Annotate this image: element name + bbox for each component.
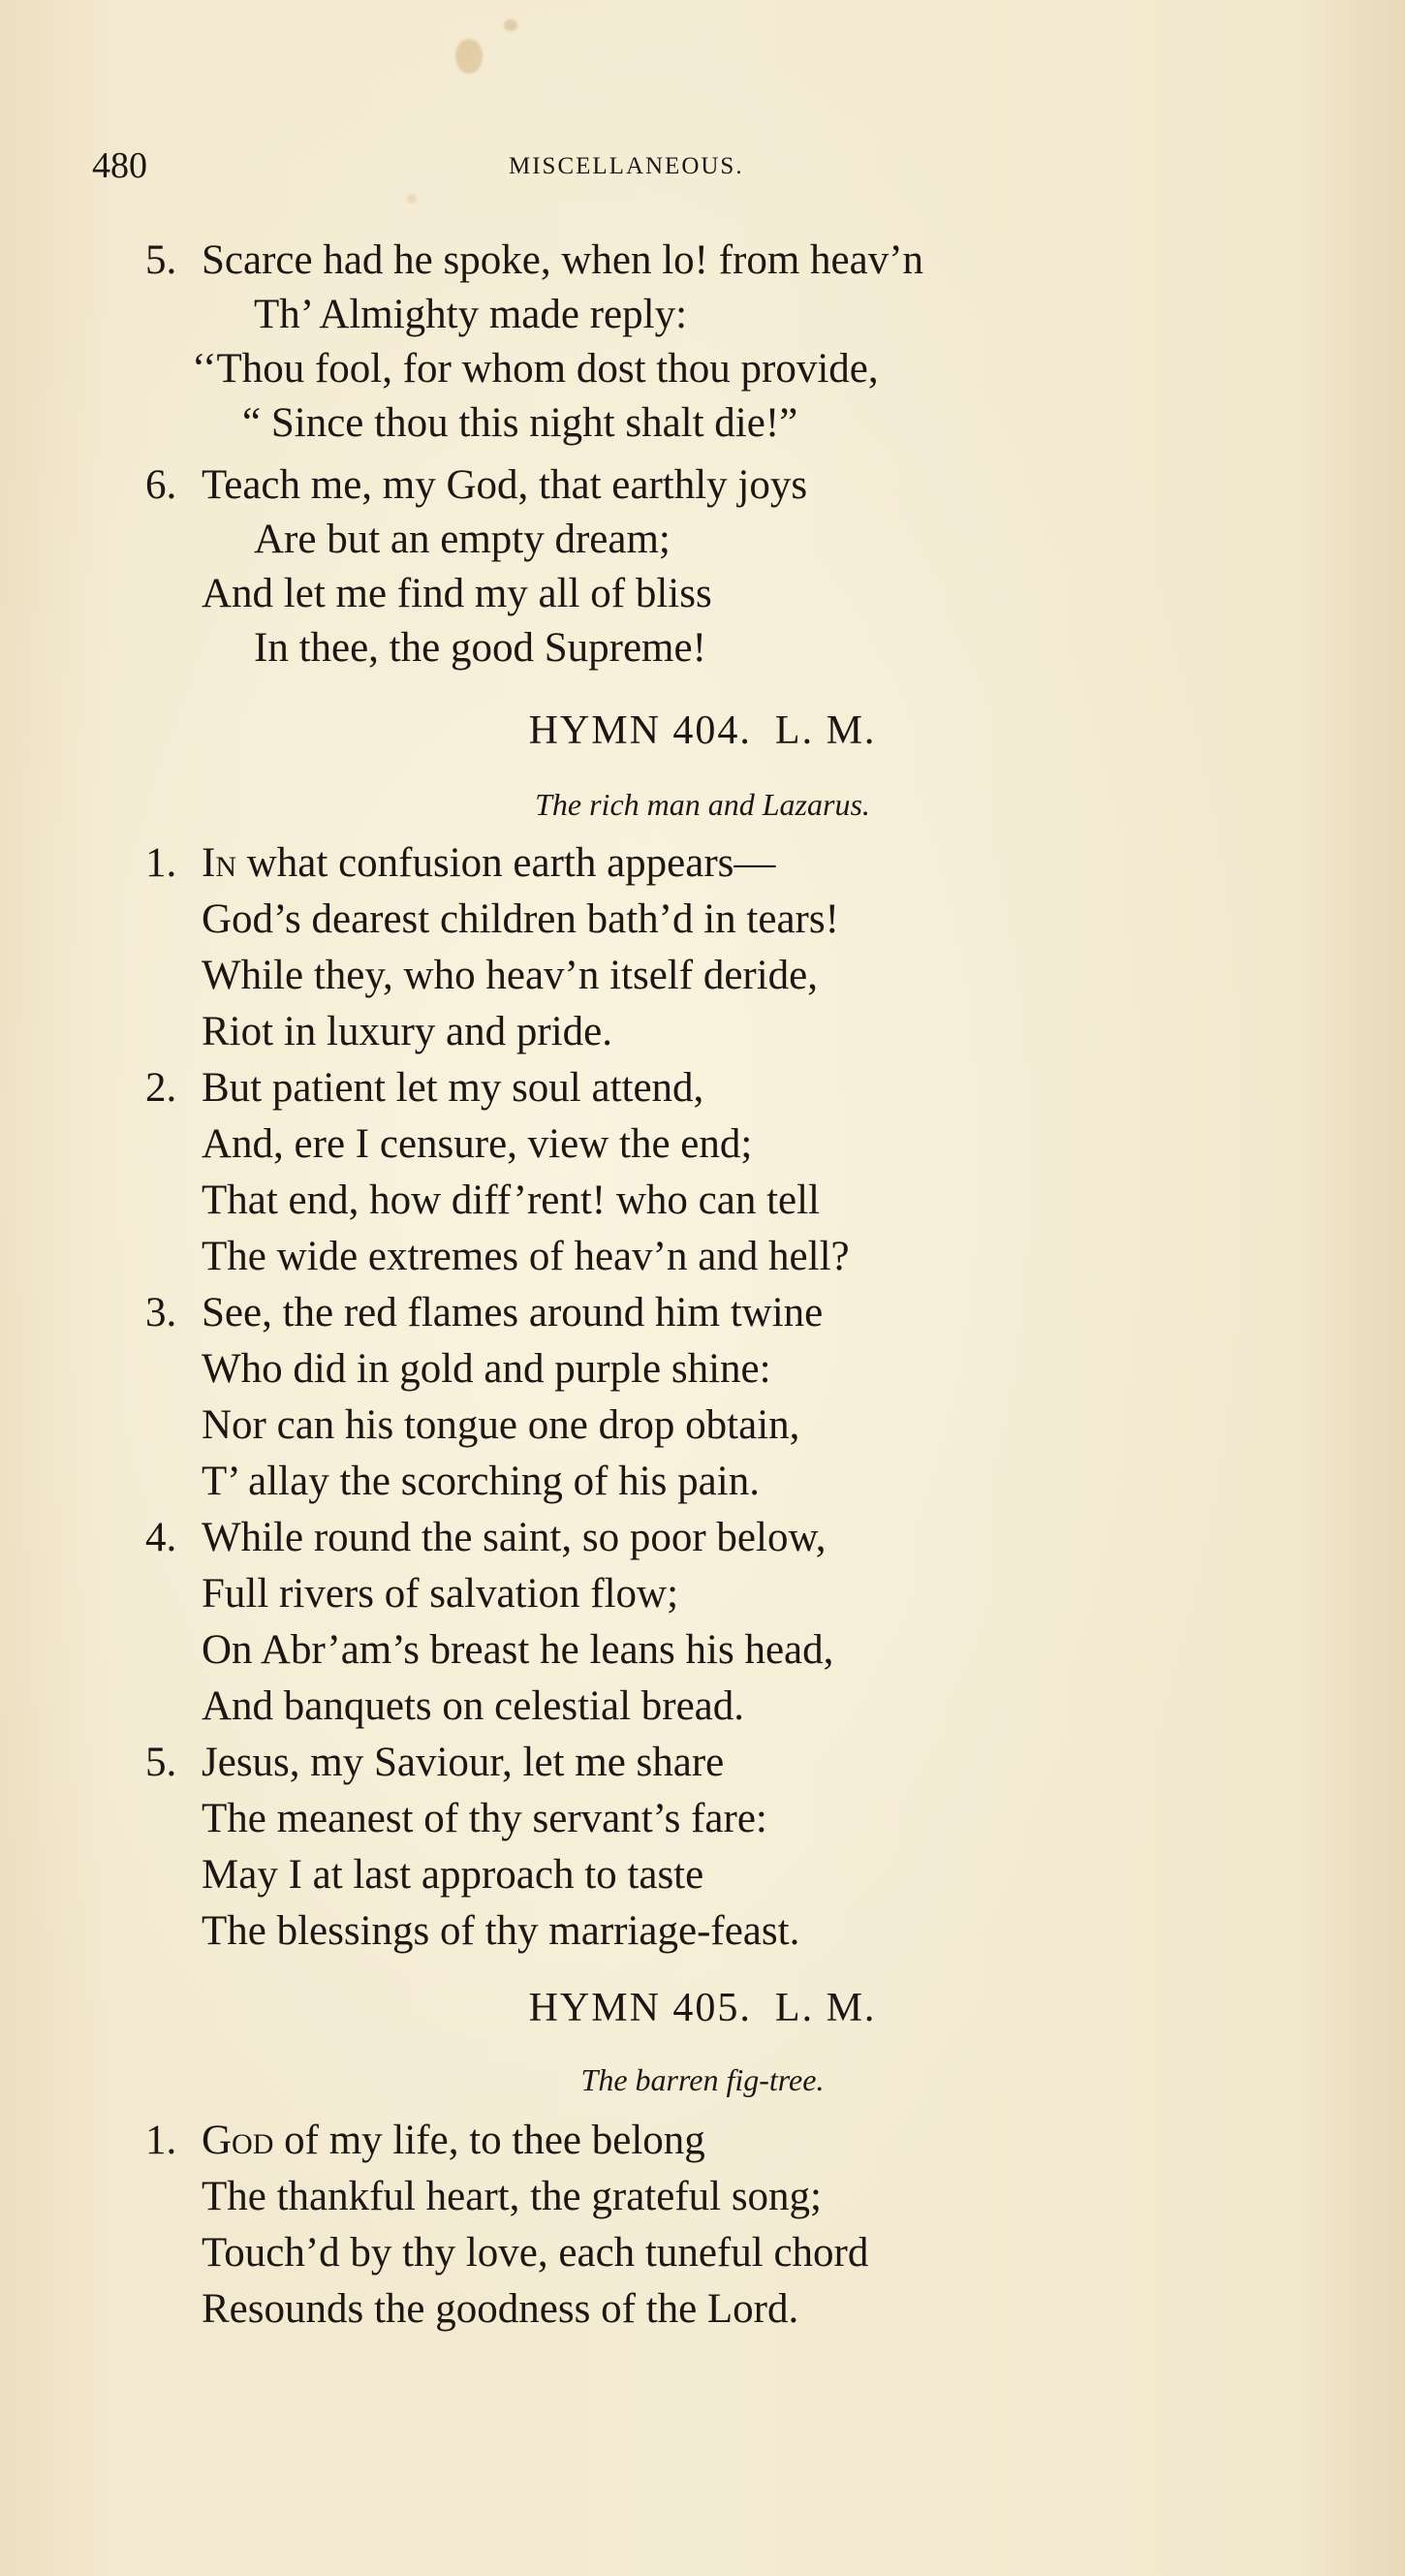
verse-line: See, the red flames around him twine <box>202 1290 824 1335</box>
verse-line: Scarce had he spoke, when lo! from heav’n <box>202 237 924 283</box>
verse-line: The wide extremes of heav’n and hell? <box>202 1234 850 1279</box>
hymn-meter: L. M. <box>774 708 877 753</box>
verse-line: On Abr’am’s breast he leans his head, <box>202 1627 834 1673</box>
stanza-number: 1. <box>145 2118 177 2163</box>
verse-line: In thee, the good Supreme! <box>254 625 706 671</box>
verse-line: Who did in gold and purple shine: <box>202 1346 771 1392</box>
verse-line: Riot in luxury and pride. <box>202 1009 612 1054</box>
verse-line: Touch’d by thy love, each tuneful chord <box>202 2230 869 2276</box>
verse-line: Resounds the goodness of the Lord. <box>202 2286 799 2332</box>
verse-line: That end, how diff’rent! who can tell <box>202 1178 821 1223</box>
foxing-stain <box>504 19 517 31</box>
verse-text: what confusion earth appears— <box>235 840 776 886</box>
first-word: God <box>202 2118 274 2163</box>
foxing-stain <box>455 39 483 74</box>
verse-line: Th’ Almighty made reply: <box>254 292 688 337</box>
stanza-number: 4. <box>145 1515 177 1560</box>
verse-line: Jesus, my Saviour, let me share <box>202 1740 725 1785</box>
verse-line: The meanest of thy servant’s fare: <box>202 1796 767 1841</box>
verse-line <box>202 835 775 892</box>
verse-line: While they, who heav’n itself deride, <box>202 953 819 998</box>
verse-line: ‘‘Thou fool, for whom dost thou provide, <box>192 346 879 392</box>
verse-line: Are but an empty dream; <box>254 517 671 562</box>
hymn-number: HYMN 405. <box>528 1986 752 2030</box>
running-head <box>92 141 1206 190</box>
foxing-stain <box>407 194 417 204</box>
verse-line: And, ere I censure, view the end; <box>202 1121 753 1167</box>
hymn-number: HYMN 404. <box>528 708 752 753</box>
hymn-404-subtitle: The rich man and Lazarus. <box>535 787 870 822</box>
verse-line: “ Since thou this night shalt die!” <box>242 400 798 446</box>
verse-line: While round the saint, so poor below, <box>202 1515 827 1560</box>
first-word: In <box>202 840 236 886</box>
stanza-number: 2. <box>145 1065 177 1111</box>
stanza-number: 5. <box>145 1740 177 1785</box>
hymn-405-heading <box>0 1981 1405 2035</box>
verse-text: of my life, to thee belong <box>273 2118 705 2163</box>
stanza-number: 6. <box>145 462 177 508</box>
hymn-405-subtitle: The barren fig-tree. <box>580 2062 825 2097</box>
verse-line: T’ allay the scorching of his pain. <box>202 1459 760 1504</box>
stanza-number: 3. <box>145 1290 177 1335</box>
verse-line: Full rivers of salvation flow; <box>202 1571 679 1617</box>
verse-line: And banquets on celestial bread. <box>202 1683 745 1729</box>
stanza-number: 1. <box>145 840 177 886</box>
hymn-meter: L. M. <box>774 1986 877 2030</box>
verse-line: Nor can his tongue one drop obtain, <box>202 1402 800 1448</box>
verse-line: And let me find my all of bliss <box>202 571 712 616</box>
verse-line: The thankful heart, the grateful song; <box>202 2174 823 2219</box>
verse-line: But patient let my soul attend, <box>202 1065 704 1111</box>
verse-line: May I at last approach to taste <box>202 1852 704 1898</box>
verse-line <box>202 2113 705 2169</box>
page-number: 480 <box>92 145 147 186</box>
verse-line: God’s dearest children bath’d in tears! <box>202 896 839 942</box>
stanza-number: 5. <box>145 237 177 283</box>
hymn-404-heading <box>0 704 1405 758</box>
verse-line: Teach me, my God, that earthly joys <box>202 462 808 508</box>
page-header: MISCELLANEOUS. <box>509 153 744 179</box>
verse-line: The blessings of thy marriage-feast. <box>202 1908 800 1954</box>
